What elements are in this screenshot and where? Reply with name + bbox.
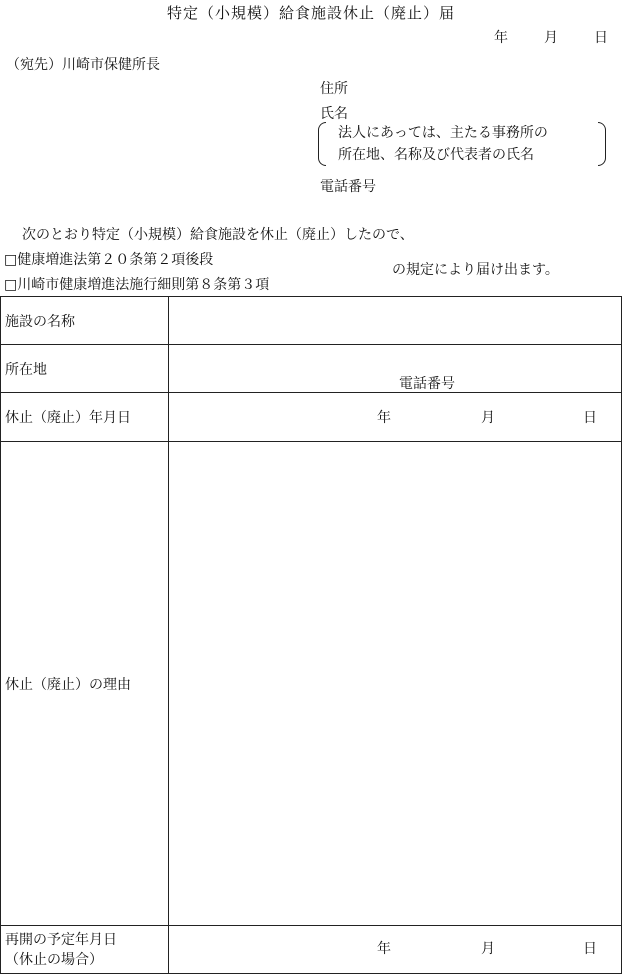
reopen-month: 月 (481, 941, 495, 957)
facility-name-label: 施設の名称 (1, 297, 169, 345)
addressee: （宛先）川崎市保健所長 (6, 57, 160, 73)
reopen-label-line1: 再開の予定年月日 (5, 931, 117, 948)
form-title: 特定（小規模）給食施設休止（廃止）届 (166, 4, 455, 22)
legal-basis-option-1[interactable]: □健康増進法第２０条第２項後段 (4, 252, 214, 268)
corporate-note-line2: 所在地、名称及び代表者の氏名 (338, 147, 534, 163)
regulation-suffix: の規定により届け出ます。 (392, 262, 559, 278)
suspension-date-label: 休止（廃止）年月日 (1, 393, 169, 442)
table-row (1, 926, 622, 974)
corporate-note-line1: 法人にあっては、主たる事務所の (338, 125, 548, 141)
right-bracket (598, 122, 606, 166)
reopen-label (1, 926, 169, 974)
location-field[interactable] (169, 345, 622, 393)
table-row (1, 393, 622, 442)
reopen-date-field[interactable] (169, 926, 622, 974)
reopen-day: 日 (583, 941, 597, 957)
suspension-date-field[interactable] (169, 393, 622, 442)
date-month: 月 (544, 30, 558, 46)
table-row (1, 345, 622, 393)
suspension-day: 日 (583, 410, 597, 426)
phone-label: 電話番号 (320, 179, 376, 195)
corporate-note-text (338, 122, 548, 166)
address-label: 住所 (320, 81, 348, 97)
reopen-year: 年 (377, 941, 391, 957)
table-row (1, 442, 622, 926)
submission-date (494, 27, 608, 47)
table-row (1, 297, 622, 345)
suspension-month: 月 (481, 410, 495, 426)
location-label: 所在地 (1, 345, 169, 393)
left-bracket (318, 122, 326, 166)
reason-field[interactable] (169, 442, 622, 926)
location-phone-label: 電話番号 (399, 376, 455, 392)
corporate-note (318, 122, 606, 166)
statement-text: 次のとおり特定（小規模）給食施設を休止（廃止）したので、 (22, 227, 414, 243)
facility-form-table (0, 296, 622, 974)
date-day: 日 (594, 30, 608, 46)
date-year: 年 (494, 30, 508, 46)
name-label: 氏名 (320, 106, 348, 122)
facility-name-field[interactable] (169, 297, 622, 345)
reason-label: 休止（廃止）の理由 (1, 442, 169, 926)
legal-basis-option-2[interactable]: □川崎市健康増進法施行細則第８条第３項 (4, 277, 270, 293)
reopen-label-line2: （休止の場合） (5, 951, 103, 968)
suspension-year: 年 (377, 410, 391, 426)
